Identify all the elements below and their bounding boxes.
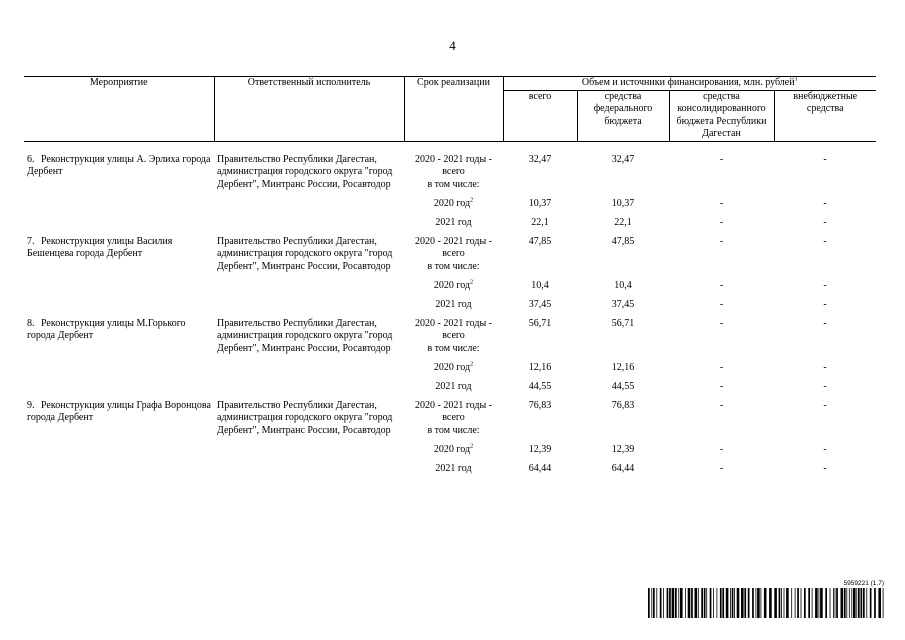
executor-cell: Правительство Республики Дагестан, администрация городского округа "город Дербент", Минтранс России, Росавтодор bbox=[217, 399, 393, 436]
total-cell: 64,44 bbox=[528, 462, 552, 474]
total-cell: 10,4 bbox=[531, 279, 549, 291]
federal-cell: 32,47 bbox=[611, 153, 635, 165]
consolidated-cell: - bbox=[719, 462, 724, 474]
federal-cell: 10,4 bbox=[614, 279, 632, 291]
federal-cell: 44,55 bbox=[611, 380, 635, 392]
year-label: 2021 год bbox=[435, 216, 472, 228]
executor-cell: Правительство Республики Дагестан, администрация городского округа "город Дербент", Минтранс России, Росавтодор bbox=[217, 153, 393, 190]
period-cell: 2020 - 2021 годы - всего bbox=[414, 317, 493, 341]
event-cell: 8. Реконструкция улицы М.Горького города Дербент bbox=[27, 317, 186, 341]
total-cell: 37,45 bbox=[528, 298, 552, 310]
including-label: в том числе: bbox=[427, 178, 480, 190]
extra-cell: - bbox=[823, 298, 827, 310]
table-row bbox=[24, 400, 876, 425]
consolidated-cell: - bbox=[719, 380, 724, 392]
year-label: 2020 год$^2$ bbox=[433, 443, 474, 455]
year-label: 2021 год bbox=[435, 298, 472, 310]
table-row bbox=[24, 236, 876, 261]
federal-cell: 47,85 bbox=[611, 235, 635, 247]
barcode-icon bbox=[648, 588, 884, 618]
total-cell: 76,83 bbox=[528, 399, 552, 411]
table-row bbox=[24, 154, 876, 179]
footnote-mark: 2 bbox=[470, 443, 474, 450]
total-cell: 56,71 bbox=[528, 317, 552, 329]
document-code: 5959221 (1.7) bbox=[843, 580, 884, 587]
federal-cell: 76,83 bbox=[611, 399, 635, 411]
extra-cell: - bbox=[823, 380, 827, 392]
consolidated-cell: - bbox=[719, 399, 724, 411]
extra-cell: - bbox=[823, 317, 827, 329]
year-label: 2020 год$^2$ bbox=[433, 361, 474, 373]
total-cell: 12,16 bbox=[528, 361, 552, 373]
total-cell: 12,39 bbox=[528, 443, 552, 455]
header-total: всего bbox=[503, 90, 577, 141]
federal-cell: 10,37 bbox=[611, 197, 635, 209]
executor-cell: Правительство Республики Дагестан, администрация городского округа "город Дербент", Минтранс России, Росавтодор bbox=[217, 317, 393, 354]
consolidated-cell: - bbox=[719, 216, 724, 228]
extra-cell: - bbox=[823, 216, 827, 228]
extra-cell: - bbox=[823, 153, 827, 165]
extra-cell: - bbox=[823, 235, 827, 247]
header-event: Мероприятие bbox=[24, 77, 214, 142]
table-body bbox=[24, 141, 876, 482]
consolidated-cell: - bbox=[719, 197, 724, 209]
total-cell: 10,37 bbox=[528, 197, 552, 209]
extra-cell: - bbox=[823, 462, 827, 474]
consolidated-cell: - bbox=[719, 317, 724, 329]
federal-cell: 12,39 bbox=[611, 443, 635, 455]
extra-cell: - bbox=[823, 361, 827, 373]
financing-table bbox=[24, 76, 876, 482]
including-label: в том числе: bbox=[427, 424, 480, 436]
extra-cell: - bbox=[823, 443, 827, 455]
federal-cell: 22,1 bbox=[614, 216, 632, 228]
federal-cell: 56,71 bbox=[611, 317, 635, 329]
total-cell: 47,85 bbox=[528, 235, 552, 247]
year-label: 2021 год bbox=[435, 462, 472, 474]
federal-cell: 64,44 bbox=[611, 462, 635, 474]
total-cell: 22,1 bbox=[531, 216, 549, 228]
header-federal: средства федерального бюджета bbox=[577, 90, 669, 141]
footnote-mark: 1 bbox=[794, 76, 798, 83]
period-cell: 2020 - 2021 годы - всего bbox=[414, 153, 493, 177]
including-label: в том числе: bbox=[427, 260, 480, 272]
header-term: Срок реализации bbox=[404, 77, 503, 142]
consolidated-cell: - bbox=[719, 235, 724, 247]
total-cell: 32,47 bbox=[528, 153, 552, 165]
consolidated-cell: - bbox=[719, 298, 724, 310]
federal-cell: 37,45 bbox=[611, 298, 635, 310]
page-number: 4 bbox=[449, 38, 456, 53]
footnote-mark: 2 bbox=[470, 361, 474, 368]
event-cell: 9. Реконструкция улицы Графа Воронцова города Дербент bbox=[27, 399, 211, 423]
extra-cell: - bbox=[823, 197, 827, 209]
including-label: в том числе: bbox=[427, 342, 480, 354]
barcode-area bbox=[648, 580, 884, 620]
period-cell: 2020 - 2021 годы - всего bbox=[414, 399, 493, 423]
consolidated-cell: - bbox=[719, 153, 724, 165]
year-label: 2020 год$^2$ bbox=[433, 197, 474, 209]
federal-cell: 12,16 bbox=[611, 361, 635, 373]
year-label: 2021 год bbox=[435, 380, 472, 392]
total-cell: 44,55 bbox=[528, 380, 552, 392]
extra-cell: - bbox=[823, 279, 827, 291]
footnote-mark: 2 bbox=[470, 197, 474, 204]
event-cell: 6. Реконструкция улицы А. Эрлиха города Дербент bbox=[27, 153, 211, 177]
executor-cell: Правительство Республики Дагестан, администрация городского округа "город Дербент", Минтранс России, Росавтодор bbox=[217, 235, 393, 272]
table-header bbox=[24, 77, 876, 142]
period-cell: 2020 - 2021 годы - всего bbox=[414, 235, 493, 259]
year-label: 2020 год$^2$ bbox=[433, 279, 474, 291]
header-executor: Ответственный исполнитель bbox=[214, 77, 404, 142]
extra-cell: - bbox=[823, 399, 827, 411]
header-extrabudgetary: внебюджетные средства bbox=[774, 90, 876, 141]
footnote-mark: 2 bbox=[470, 279, 474, 286]
header-consolidated: средства консолидированного бюджета Республики Дагестан bbox=[669, 90, 774, 141]
event-cell: 7. Реконструкция улицы Василия Бешенцева города Дербент bbox=[27, 235, 173, 259]
table-row bbox=[24, 318, 876, 343]
consolidated-cell: - bbox=[719, 361, 724, 373]
consolidated-cell: - bbox=[719, 443, 724, 455]
consolidated-cell: - bbox=[719, 279, 724, 291]
header-financing: Объем и источники финансирования, млн. рублей$^1$ bbox=[503, 77, 876, 91]
